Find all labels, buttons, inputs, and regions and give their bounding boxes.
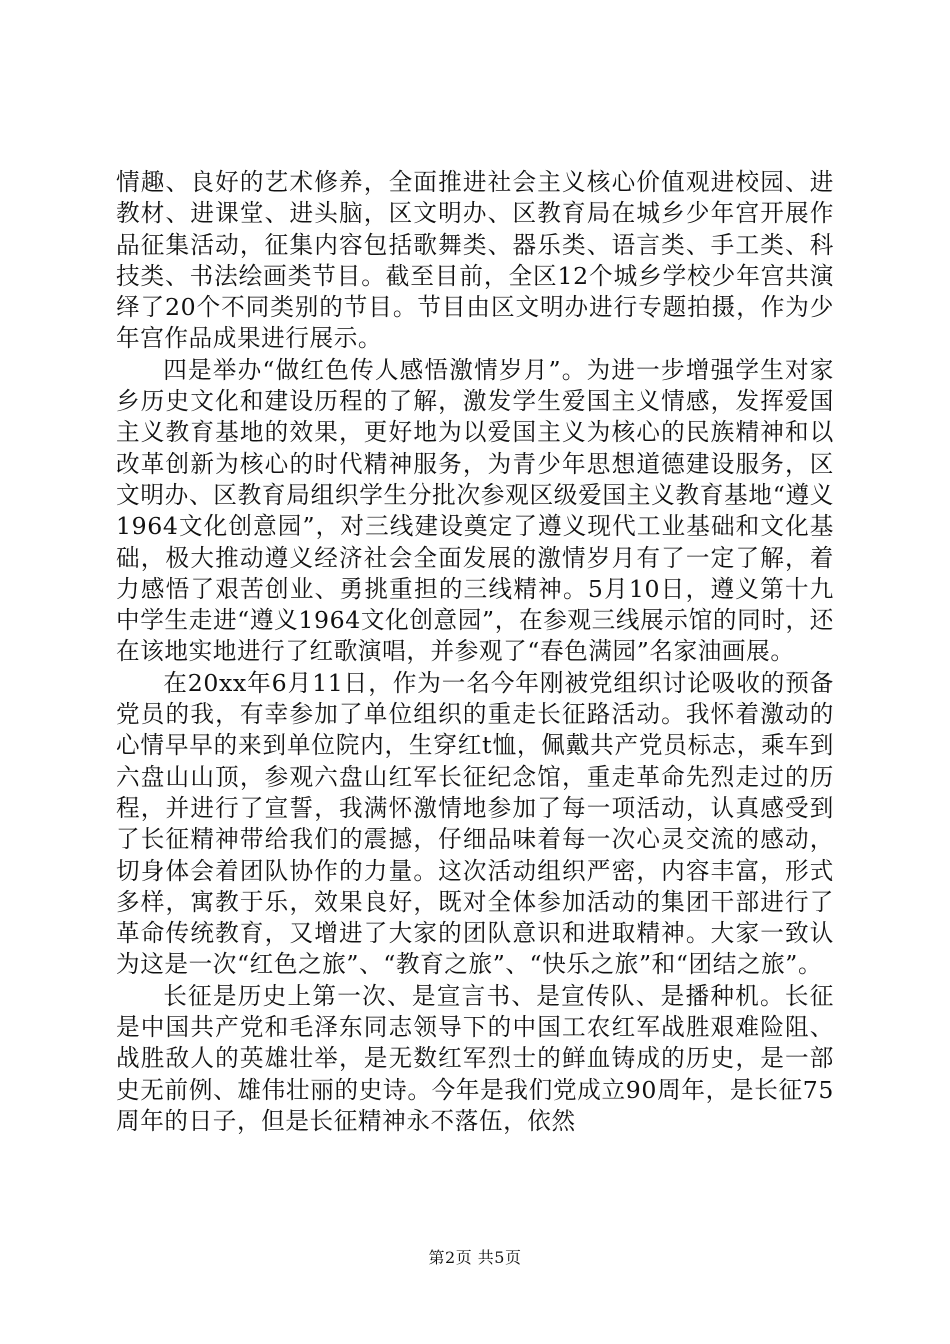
paragraph-red-heritage: 四是举办“做红色传人感悟激情岁月”。为进一步增强学生对家乡历史文化和建设历程的了解，激发学生爱国主义情感，发挥爱国主义教育基地的效果，更好地为以爱国主义为核心的民族精神和以改革创新为核心的时代精神服务，为青少年思想道德建设服务，区文明办、区教育局组织学生分批次参观区级爱国主义教育基地“遵义1964文化创意园”，对三线建设奠定了遵义现代工业基础和文化基础，极大推动遵义经济社会全面发展的激情岁月有了一定了解，着力感悟了艰苦创业、勇挑重担的三线精神。5月10日，遵义第十九中学生走进“遵义1964文化创意园”，在参观三线展示馆的同时，还在该地实地进行了红歌演唱，并参观了“春色满园”名家油画展。 [116,355,834,666]
paragraph-long-march-activity: 在20xx年6月11日，作为一名今年刚被党组织讨论吸收的预备党员的我，有幸参加了单位组织的重走长征路活动。我怀着激动的心情早早的来到单位院内，生穿红t恤，佩戴共产党员标志，乘车到六盘山山顶，参观六盘山红军长征纪念馆，重走革命先烈走过的历程，并进行了宣誓，我满怀激情地参加了每一项活动，认真感受到了长征精神带给我们的震撼，仔细品味着每一次心灵交流的感动，切身体会着团队协作的力量。这次活动组织严密，内容丰富，形式多样，寓教于乐，效果良好，既对全体参加活动的集团干部进行了革命传统教育，又增进了大家的团队意识和进取精神。大家一致认为这是一次“红色之旅”、“教育之旅”、“快乐之旅”和“团结之旅”。 [116,668,834,979]
paragraph-long-march-spirit: 长征是历史上第一次、是宣言书、是宣传队、是播种机。长征是中国共产党和毛泽东同志领导下的中国工农红军战胜艰难险阻、战胜敌人的英雄壮举，是无数红军烈士的鲜血铸成的历史，是一部史无前例、雄伟壮丽的史诗。今年是我们党成立90周年，是长征75周年的日子，但是长征精神永不落伍，依然 [116,981,834,1135]
body-text [116,167,834,1137]
page-footer: 第2页 共5页 [428,1248,522,1267]
paragraph-continued: 情趣、良好的艺术修养，全面推进社会主义核心价值观进校园、进教材、进课堂、进头脑，区文明办、区教育局在城乡少年宫开展作品征集活动，征集内容包括歌舞类、器乐类、语言类、手工类、科技类、书法绘画类节目。截至目前，全区12个城乡学校少年宫共演绎了20个不同类别的节目。节目由区文明办进行专题拍摄，作为少年宫作品成果进行展示。 [116,168,834,353]
